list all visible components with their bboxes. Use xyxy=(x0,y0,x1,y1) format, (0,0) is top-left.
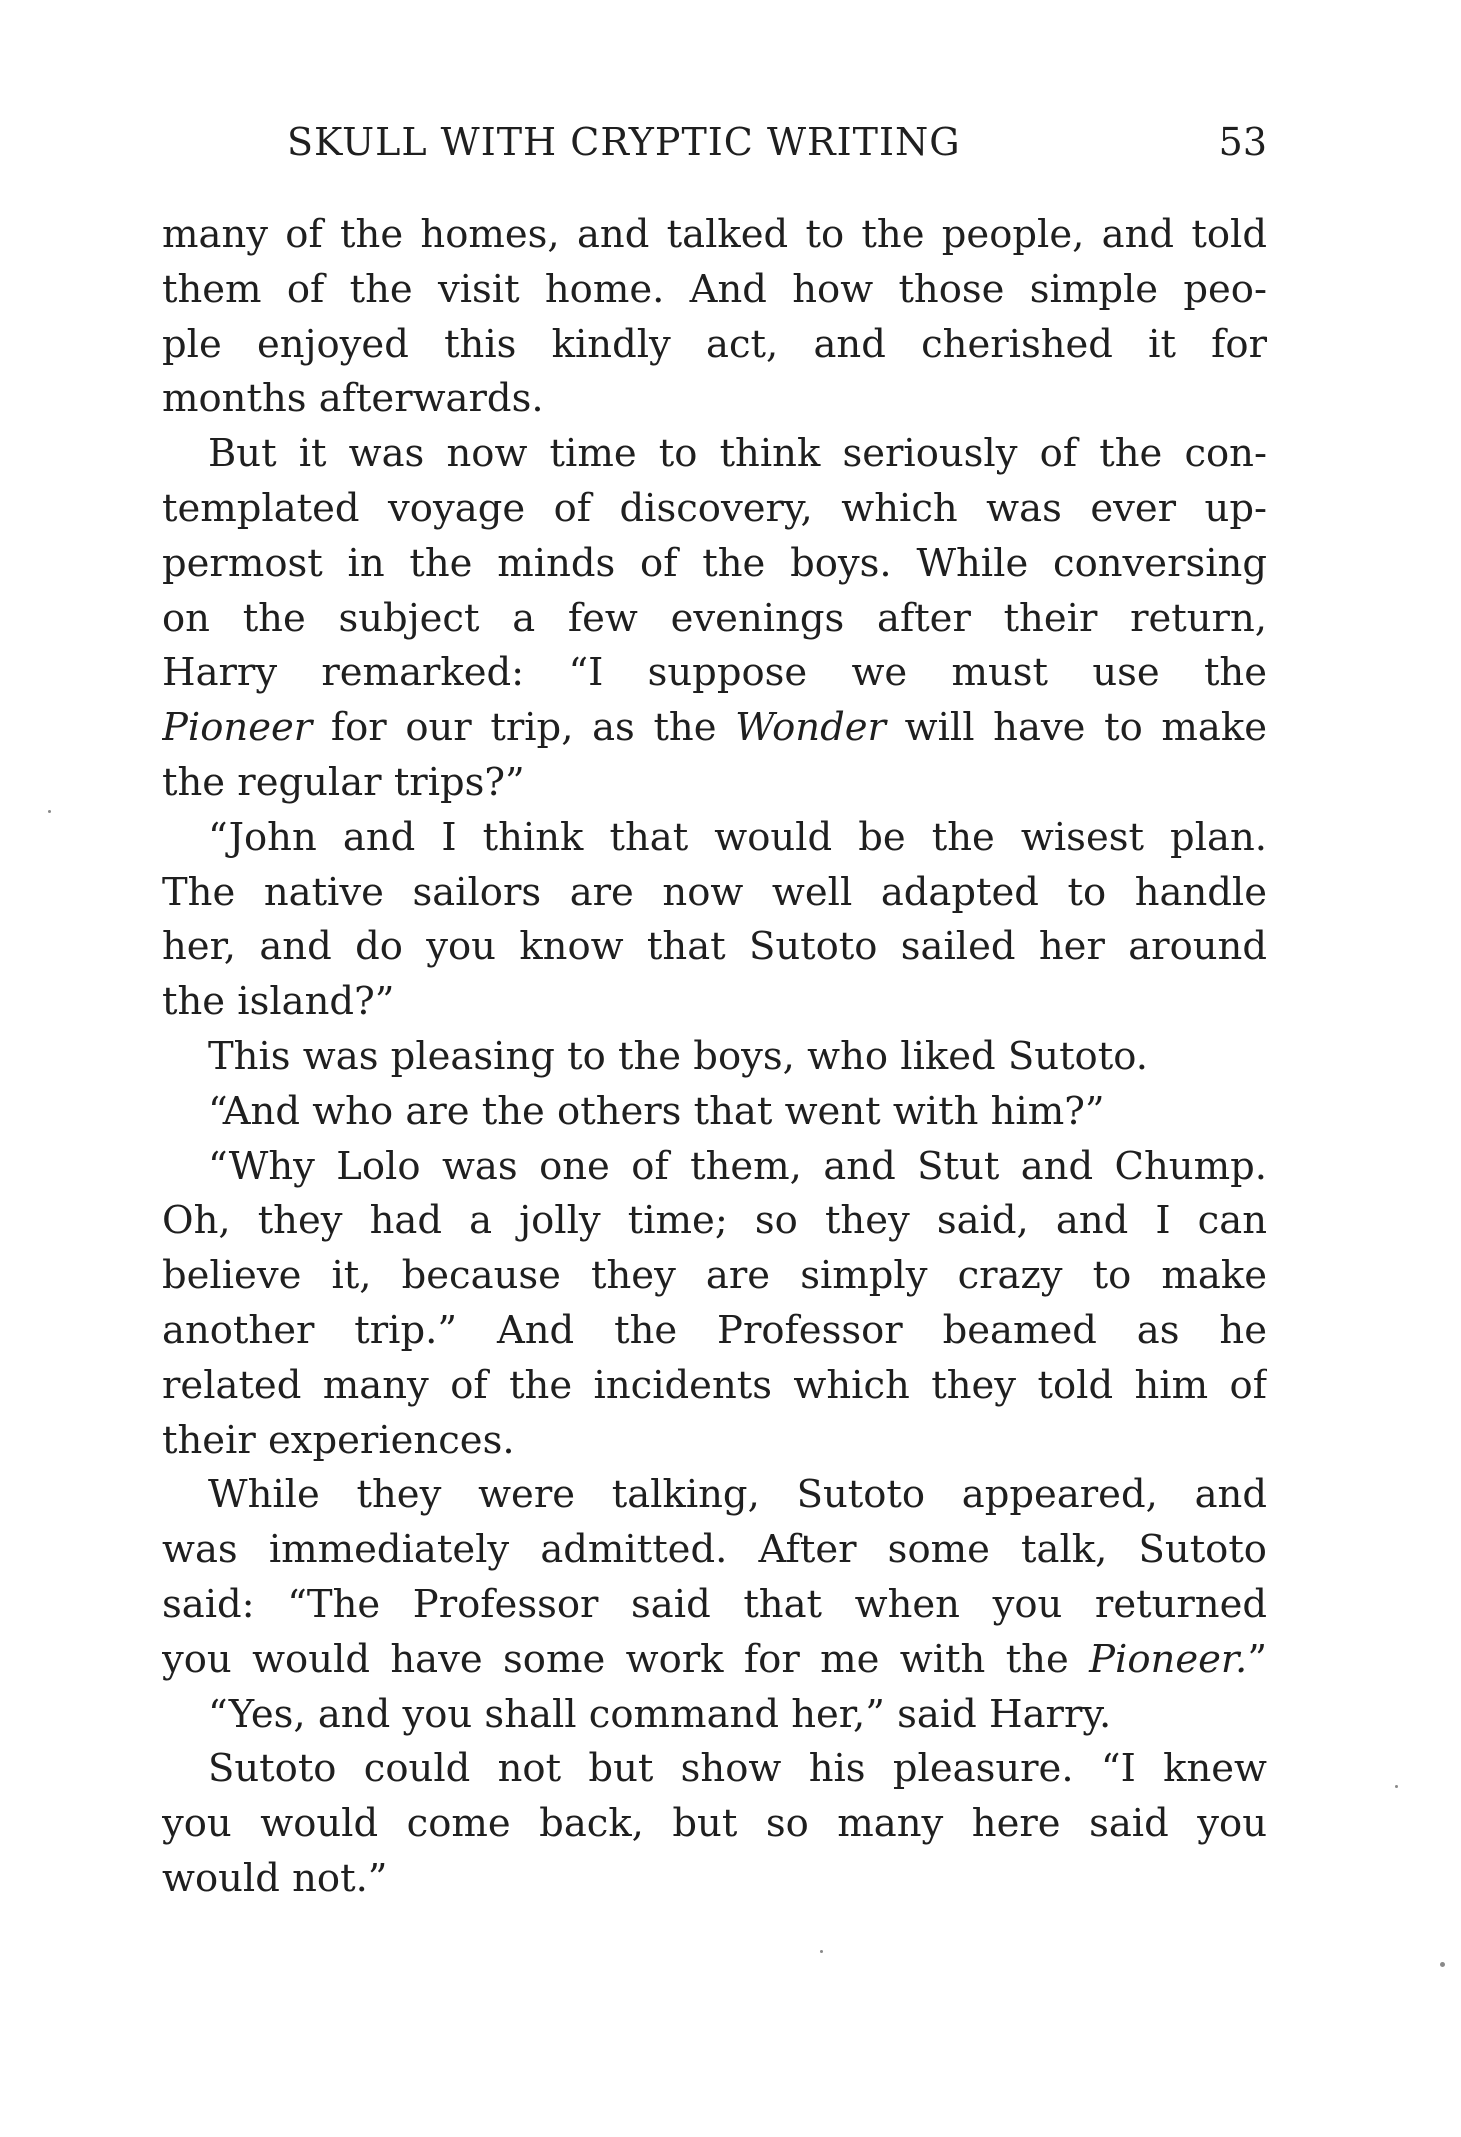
text-line: But it was now time to think seriously of the con- xyxy=(208,431,1267,477)
text-line: you would come back, but so many here said you xyxy=(162,1801,1267,1847)
text-segment: ” xyxy=(1247,1636,1267,1682)
page-number: 53 xyxy=(1218,120,1267,164)
text-line: “And who are the others that went with him?” xyxy=(208,1088,1105,1134)
text-line: Harry remarked: “I suppose we must use the xyxy=(162,650,1267,696)
paper-speck xyxy=(820,1950,823,1953)
text-line: Oh, they had a jolly time; so they said, and I can xyxy=(162,1198,1267,1244)
italic-title: Pioneer xyxy=(162,705,313,751)
text-line: said: “The Professor said that when you returned xyxy=(162,1581,1267,1627)
text-line xyxy=(162,701,1267,756)
page-header xyxy=(287,112,1267,172)
text-line: them of the visit home. And how those simple peo- xyxy=(162,266,1267,312)
italic-title: Pioneer. xyxy=(1089,1636,1248,1682)
text-line: on the subject a few evenings after their return, xyxy=(162,595,1267,641)
text-line: the island?” xyxy=(162,979,395,1025)
text-line: was immediately admitted. After some talk, Sutoto xyxy=(162,1527,1267,1573)
text-line: “John and I think that would be the wisest plan. xyxy=(208,814,1267,860)
text-line xyxy=(162,1633,1267,1688)
body-text xyxy=(162,208,1267,1907)
text-line: many of the homes, and talked to the people, and told xyxy=(162,212,1267,257)
italic-title: Wonder xyxy=(735,705,886,751)
text-line: While they were talking, Sutoto appeared, and xyxy=(208,1472,1267,1518)
text-line: The native sailors are now well adapted to handle xyxy=(162,869,1267,915)
text-segment: for our trip, as the xyxy=(312,705,736,751)
text-line: related many of the incidents which they told him of xyxy=(162,1362,1267,1408)
text-line: Sutoto could not but show his pleasure. “I knew xyxy=(208,1746,1267,1792)
text-line: “Why Lolo was one of them, and Stut and Chump. xyxy=(208,1143,1267,1189)
paper-speck xyxy=(1395,1785,1398,1788)
text-line: This was pleasing to the boys, who liked Sutoto. xyxy=(208,1033,1148,1079)
text-line: believe it, because they are simply crazy to make xyxy=(162,1253,1267,1299)
text-line: would not.” xyxy=(162,1855,388,1901)
text-segment: you would have some work for me with the xyxy=(162,1636,1090,1682)
running-head: SKULL WITH CRYPTIC WRITING xyxy=(287,120,961,164)
text-line: ple enjoyed this kindly act, and cherished it for xyxy=(162,321,1267,367)
text-line: her, and do you know that Sutoto sailed her around xyxy=(162,924,1267,970)
text-line: “Yes, and you shall command her,” said Harry. xyxy=(208,1691,1112,1737)
text-line: permost in the minds of the boys. While conversing xyxy=(162,540,1267,586)
paper-speck xyxy=(48,810,51,813)
text-line: another trip.” And the Professor beamed as he xyxy=(162,1307,1267,1353)
text-line: the regular trips?” xyxy=(162,759,525,805)
text-line: their experiences. xyxy=(162,1417,515,1463)
paper-speck xyxy=(1440,1962,1445,1967)
text-segment: will have to make xyxy=(885,705,1267,751)
text-line: templated voyage of discovery, which was ever up- xyxy=(162,485,1267,531)
text-line: months afterwards. xyxy=(162,376,544,422)
